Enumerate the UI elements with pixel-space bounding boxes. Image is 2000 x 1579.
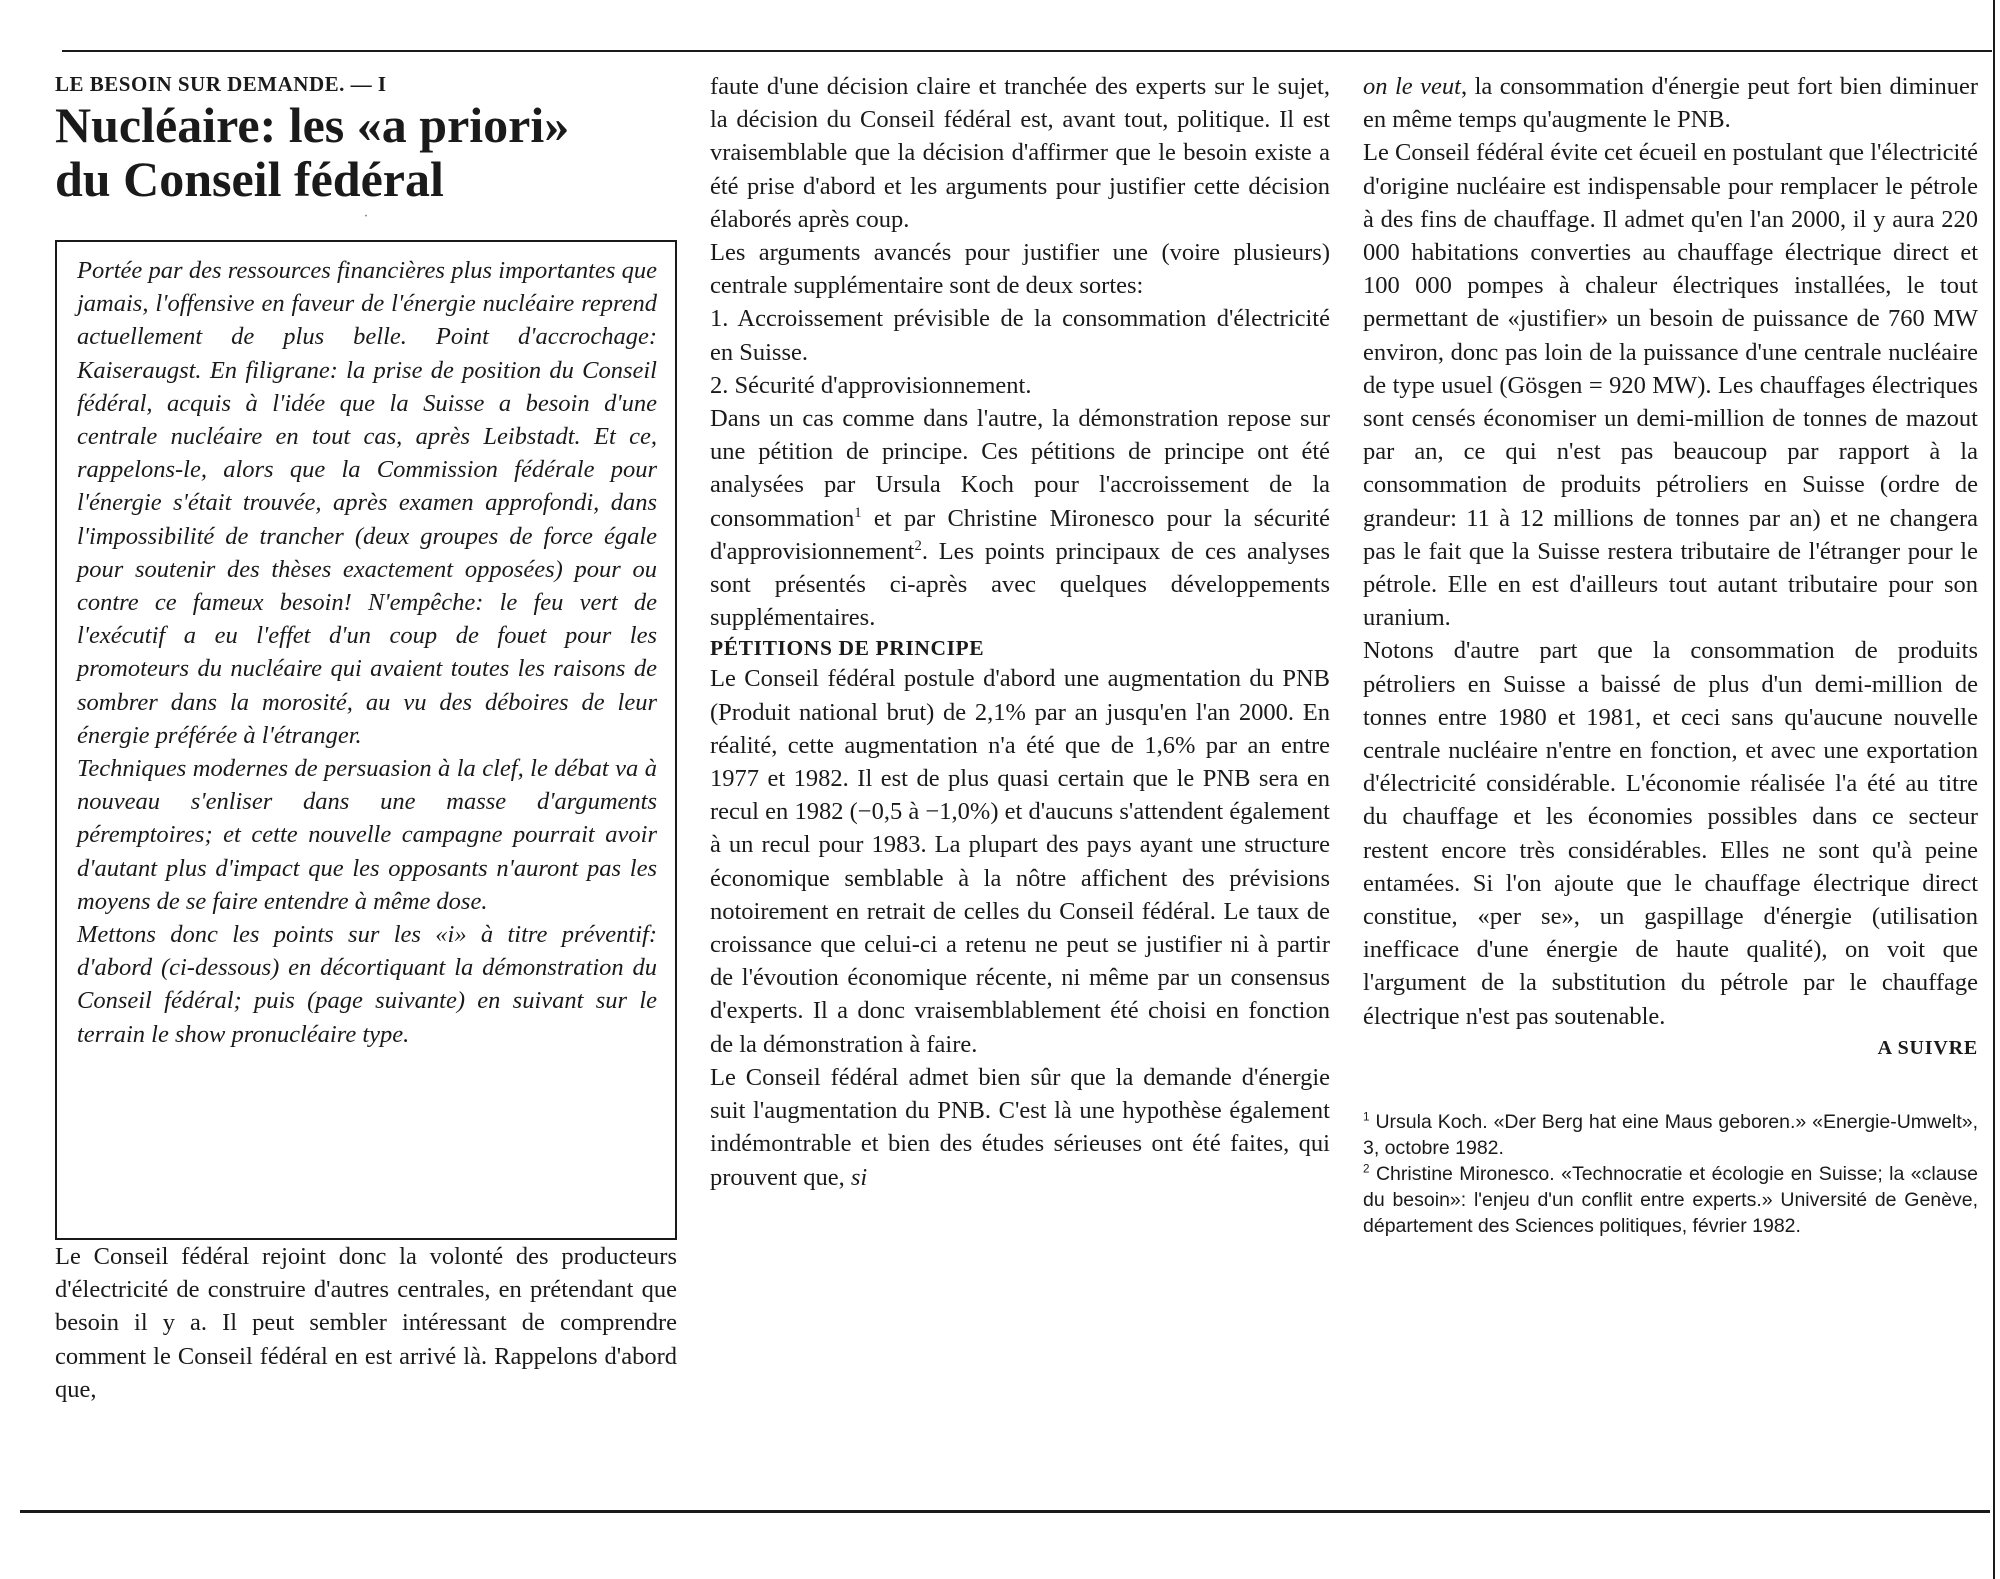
body-paragraph: Les arguments avancés pour justifier une (voire plusieurs) centrale supplémentaire sont de deux sortes: [710, 239, 1330, 300]
column-3 [1363, 70, 1978, 1239]
emphasis-text: on le veut [1363, 73, 1461, 100]
emphasis-text: si [850, 1163, 868, 1191]
headline [55, 98, 677, 206]
body-paragraph [1363, 70, 1978, 136]
text-run: . Les points principaux de ces analyses sont présentés ci-après avec quelques développements supplémentaires. [710, 537, 1330, 632]
text-run: Dans un cas comme dans l'autre, la démonstration repose sur une pétition de principe. Ces pétitions de principe ont été analysées par Ursula Koch pour l'accroissement de la consommation [710, 405, 1330, 532]
headline-line-2: du Conseil fédéral [55, 151, 444, 207]
section-heading: PÉTITIONS DE PRINCIPE [710, 636, 985, 661]
list-item: 1. Accroissement prévisible de la consommation d'électricité en Suisse. [710, 305, 1330, 366]
footnotes [1363, 1109, 1978, 1239]
list-item: 2. Sécurité d'approvisionnement. [710, 371, 1032, 399]
body-paragraph: faute d'une décision claire et tranchée des experts sur le sujet, la décision du Conseil fédéral est, avant tout, politique. Il est vraisemblable que la décision d'affirmer que le besoin existe a été prise d'abord et les arguments pour justifier cette décision élaborés après coup. [710, 73, 1330, 233]
footnote-number: 2 [1363, 1162, 1370, 1176]
body-paragraph [710, 402, 1330, 634]
footnote-ref: 2 [914, 537, 922, 554]
footnote [1363, 1109, 1978, 1161]
lead-paragraph: Techniques modernes de persuasion à la clef, le débat va à nouveau s'enliser dans une masse d'arguments péremptoires; et cette nouvelle campagne pourrait avoir d'autant plus d'impact que les opposants n'auront pas les moyens de se faire entendre à même dose. [77, 755, 657, 915]
lead-paragraph: Mettons donc les points sur les «i» à titre préventif: d'abord (ci-dessous) en décortiquant la démonstration du Conseil fédéral; puis (page suivante) en suivant sur le terrain le show pronucléaire type. [77, 921, 657, 1048]
bottom-rule [20, 1510, 1990, 1513]
footnote [1363, 1161, 1978, 1239]
body-paragraph [710, 1061, 1330, 1194]
kicker: LE BESOIN SUR DEMANDE. — I [55, 72, 387, 96]
lead-box [55, 240, 677, 1240]
text-run: , la consommation d'énergie peut fort bien diminuer en même temps qu'augmente le PNB. [1363, 73, 1978, 134]
text-run: et par Christine Mironesco pour la sécurité d'approvisionnement [710, 504, 1330, 565]
footnote-text: Ursula Koch. «Der Berg hat eine Maus geboren.» «Energie-Umwelt», 3, octobre 1982. [1363, 1110, 1978, 1159]
headline-line-1: Nucléaire: les «a priori» [55, 97, 570, 153]
top-rule [62, 50, 1992, 52]
separator-dot: · [363, 208, 369, 225]
footnote-number: 1 [1363, 1110, 1370, 1124]
column-1 [55, 70, 677, 1406]
lead-paragraph: Portée par des ressources financières plus importantes que jamais, l'offensive en faveur de l'énergie nucléaire reprend actuellement de plus belle. Point d'accrochage: Kaiseraugst. En filigrane: la prise de position du Conseil fédéral, acquis à l'idée que la Suisse a besoin d'une centrale nucléaire en tout cas, après Leibstadt. Et ce, rappelons-le, alors que la Commission fédérale pour l'énergie s'était trouvée, après examen approfondi, dans l'impossibilité de trancher (deux groupes de force égale pour soutenir des thèses exactement opposées) pour ou contre ce fameux besoin! N'empêche: le feu vert de l'exécutif a eu l'effet d'un coup de fouet pour les promoteurs du nucléaire qui avaient toutes les raisons de sombrer dans la morosité, au vu des déboires de leur énergie préférée à l'étranger. [77, 257, 657, 749]
body-paragraph: Le Conseil fédéral évite cet écueil en postulant que l'électricité d'origine nucléaire est indispensable pour remplacer le pétrole à des fins de chauffage. Il admet qu'en l'an 2000, il y aura 220 000 habitations converties au chauffage électrique direct et 100 000 pompes à chaleur électriques installées, le tout permettant de «justifier» un besoin de puissance de 760 MW environ, donc pas loin de la puissance d'une centrale nucléaire de type usuel (Gösgen = 920 MW). Les chauffages électriques sont censés économiser un demi-million de tonnes de mazout par an, ce qui n'est pas beaucoup par rapport à la consommation de produits pétroliers en Suisse (ordre de grandeur: 11 à 12 millions de tonnes par an) et ne changera pas le fait que la Suisse restera tributaire de l'étranger pour le pétrole. Elle en est d'ailleurs tout autant tributaire pour son uranium. [1363, 139, 1978, 632]
column-2 [710, 70, 1330, 1194]
body-paragraph: Notons d'autre part que la consommation de produits pétroliers en Suisse a baissé de plus d'un demi-million de tonnes entre 1980 et 1981, et ceci sans qu'aucune nouvelle centrale nucléaire n'entre en fonction, et avec une exportation d'électricité considérable. L'économie réalisée l'a été au titre du chauffage et les économies possibles dans ce secteur restent encore très considérables. Elles ne sont qu'à peine entamées. Si l'on ajoute que le chauffage électrique direct constitue, «per se», un gaspillage d'énergie (utilisation inefficace d'une énergie de haute qualité), on voit que l'argument de la substitution du pétrole par le chauffage électrique n'est pas soutenable. [1363, 637, 1978, 1030]
body-paragraph: Le Conseil fédéral postule d'abord une augmentation du PNB (Produit national brut) de 2,1% par an jusqu'en l'an 2000. En réalité, cette augmentation n'a été que de 1,6% par an entre 1977 et 1982. Il est de plus quasi certain que le PNB sera en recul en 1982 (−0,5 à −1,0%) et d'aucuns s'attendent également à un recul pour 1983. La plupart des pays ayant une structure économique semblable à la nôtre affichent des prévisions notoirement en retrait de celles du Conseil fédéral. Le taux de croissance que celui-ci a retenu ne peut se justifier ni à partir de l'évoution économique récente, ni même par un consensus d'experts. Il a donc vraisemblablement été choisi en fonction de la démonstration à faire. [710, 665, 1330, 1058]
text-run: Le Conseil fédéral admet bien sûr que la demande d'énergie suit l'augmentation du PNB. C'est là une hypothèse également indémontrable et bien des études sérieuses ont été faites, qui prouvent que, [710, 1063, 1330, 1191]
body-paragraph: Le Conseil fédéral rejoint donc la volonté des producteurs d'électricité de construire d'autres centrales, en prétendant que besoin il y a. Il peut sembler intéressant de comprendre comment le Conseil fédéral en est arrivé là. Rappelons d'abord que, [55, 1243, 677, 1403]
to-be-continued: A SUIVRE [1877, 1036, 1978, 1059]
footnote-ref: 1 [854, 504, 862, 521]
footnote-text: Christine Mironesco. «Technocratie et écologie en Suisse; la «clause du besoin»: l'enjeu d'un conflit entre experts.» Université de Genève, département des Sciences politiques, février 1982. [1363, 1162, 1978, 1237]
right-edge-rule [1993, 0, 1995, 1579]
